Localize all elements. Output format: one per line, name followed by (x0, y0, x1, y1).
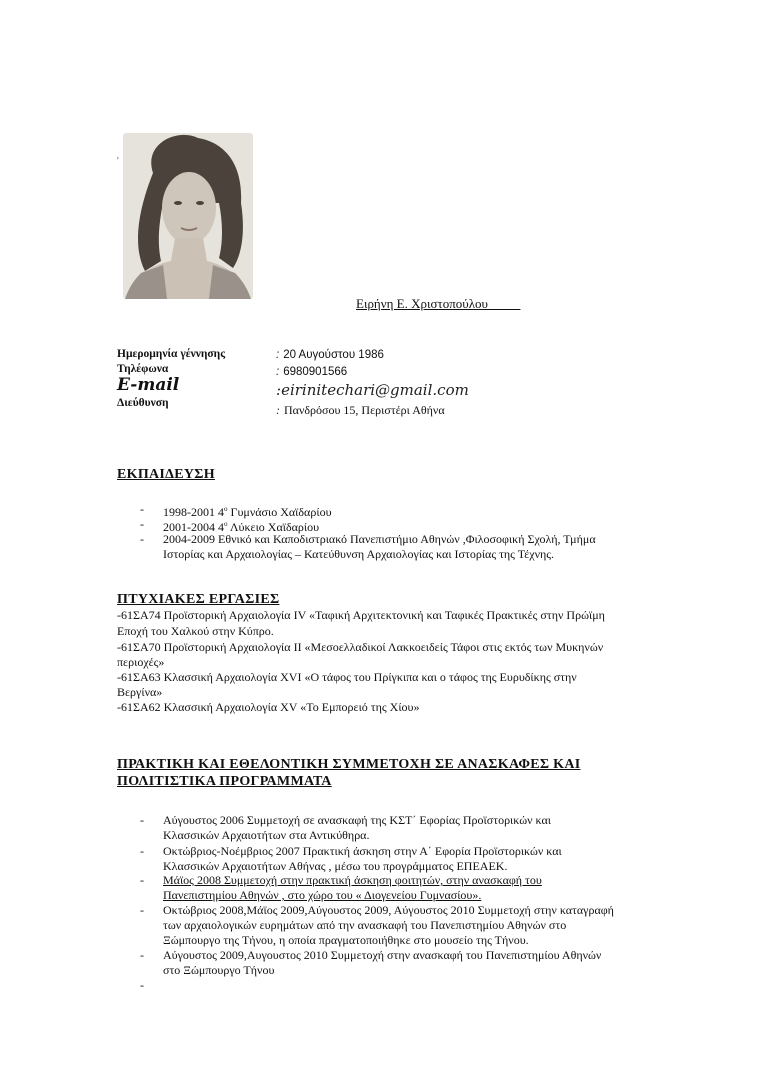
thesis-line: Εποχή του Χαλκού στην Κύπρο. (117, 624, 274, 638)
practice-item: Αύγουστος 2009,Αυγουστος 2010 Συμμετοχή στην ανασκαφή του Πανεπιστημίου Αθηνών στο Ξώμπουργο Τήνου (163, 948, 602, 977)
email-label: E-mail (117, 375, 180, 395)
birth-date-label: Ημερομηνία γέννησης (117, 348, 226, 360)
theses-heading: ΠΤΥΧΙΑΚΕΣ ΕΡΓΑΣΙΕΣ (117, 592, 280, 607)
practice-item: Οκτώβριος-Νοέμβριος 2007 Πρακτική άσκηση στην Α΄ Εφορία Προϊστορικών και Κλασσικών Αρχαιοτήτων Αθήνας , μέσω του προγράμματος ΕΠΕΑΕΚ. (163, 844, 562, 873)
thesis-line: -61ΣΑ70 Προϊστορική Αρχαιολογία ΙΙ «Μεσοελλαδικοί Λακκοειδείς Τάφοι στις εκτός των Μυκηνών (117, 640, 604, 654)
bullet: - (140, 948, 144, 962)
thesis-line: -61ΣΑ62 Κλασσική Αρχαιολογία XV «Το Εμπορειό της Χίου» (117, 700, 420, 714)
thesis-line: -61ΣΑ63 Κλασσική Αρχαιολογία XVI «Ο τάφος του Πρίγκιπα και ο τάφος της Ευρυδίκης στην (117, 670, 577, 684)
portrait-photo (123, 133, 253, 299)
bullet: - (140, 532, 144, 546)
education-item: 2004-2009 Εθνικό και Καποδιστριακό Πανεπιστήμιο Αθηνών ,Φιλοσοφική Σχολή, Τμήμα Ιστορίας και Αρχαιολογίας – Κατεύθυνση Αρχαιολογίας και Ιστορίας της Τέχνης. (163, 532, 596, 561)
colon: : (276, 349, 280, 361)
education-item: 2001-2004 $4^o$ Λύκειο Χαϊδαρίου (163, 520, 320, 534)
bullet: - (140, 978, 144, 992)
bullet: - (140, 502, 144, 516)
education-item: 1998-2001 $4^o$ Γυμνάσιο Χαϊδαρίου (163, 505, 332, 519)
practice-item: Μάϊος 2008 Συμμετοχή στην πρακτική άσκηση φοιτητών, στην ανασκαφή του Πανεπιστημίου Αθηνών , στο χώρο του « Διογενείου Γυμνασίου». (163, 873, 542, 902)
bullet: - (140, 813, 144, 827)
address-label: Διεύθυνση (117, 397, 169, 409)
practice-item: Αύγουστος 2006 Συμμετοχή σε ανασκαφή της ΚΣΤ΄ Εφορίας Προϊστορικών και Κλασσικών Αρχαιοτήτων στα Αντικύθηρα. (163, 813, 552, 842)
practice-heading-line1: ΠΡΑΚΤΙΚΗ ΚΑΙ ΕΘΕΛΟΝΤΙΚΗ ΣΥΜΜΕΤΟΧΗ ΣΕ ΑΝΑΣΚΑΦΕΣ ΚΑΙ (117, 757, 581, 772)
practice-heading-line2: ΠΟΛΙΤΙΣΤΙΚΑ ΠΡΟΓΡΑΜΜΑΤΑ (117, 774, 332, 789)
colon: : (276, 381, 282, 399)
bullet: - (140, 844, 144, 858)
bullet: - (140, 903, 144, 917)
thesis-line: Βεργίνα» (117, 685, 163, 699)
education-heading: ΕΚΠΑΙΔΕΥΣΗ (117, 467, 215, 482)
phone-value: : 6980901566 (276, 366, 348, 378)
thesis-line: περιοχές» (117, 655, 165, 669)
phone-label: Τηλέφωνα (117, 363, 169, 375)
bullet: - (140, 517, 144, 531)
candidate-name: Ειρήνη Ε. Χριστοπούλου (356, 296, 488, 311)
thesis-line: -61ΣΑ74 Προϊστορική Αρχαιολογία IV «Ταφική Αρχιτεκτονική και Ταφικές Πρακτικές στην Πρώϊμη (117, 608, 605, 622)
bullet: - (140, 873, 144, 887)
birth-date-value: : 20 Αυγούστου 1986 (276, 349, 384, 361)
colon: : (276, 366, 280, 378)
practice-item: Οκτώβριος 2008,Μάϊος 2009,Αύγουστος 2009, Αύγουστος 2010 Συμμετοχή στην καταγραφή των αρχαιολογικών ευρημάτων από την ανασκαφή του Πανεπιστημίου Αθηνών στο Ξώμπουργο της Τήνου, η οποία πραγματοποιήθηκε στο μουσείο της Τήνου. (163, 903, 614, 947)
stray-mark: ' (117, 156, 119, 167)
colon: : (276, 403, 280, 417)
address-value: : Πανδρόσου 15, Περιστέρι Αθήνα (276, 403, 445, 417)
email-value[interactable]: :eirinitechari@gmail.com (276, 381, 469, 399)
